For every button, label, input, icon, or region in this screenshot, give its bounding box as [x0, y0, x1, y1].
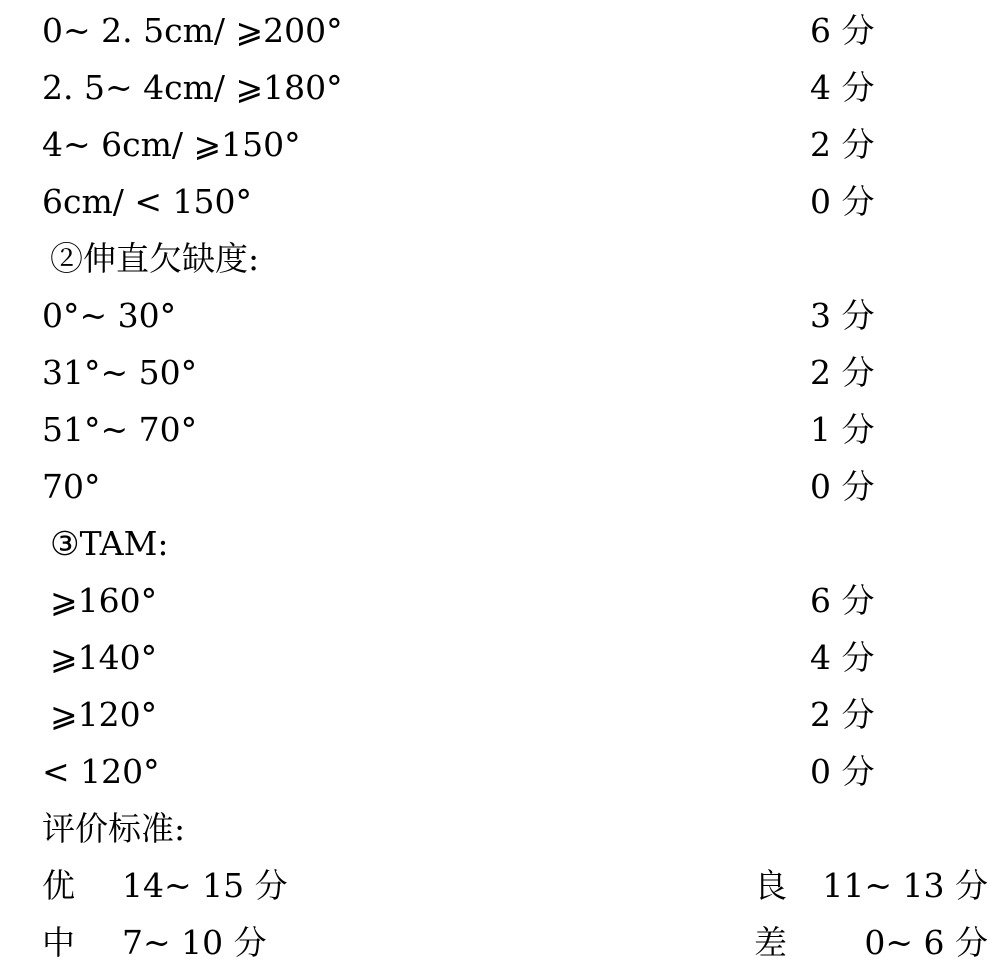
extension-row	[42, 173, 1000, 230]
section-heading: ②伸直欠缺度:	[50, 239, 260, 278]
criterion-label: 2. 5~ 4cm/ ⩾180°	[42, 68, 343, 107]
criterion-label: < 120°	[42, 752, 160, 791]
criterion-score: 4 分	[810, 68, 875, 107]
tam-row	[42, 572, 1000, 629]
criterion-score: 0 分	[810, 752, 875, 791]
section-heading: 评价标准:	[42, 809, 186, 848]
section-heading-row	[42, 515, 1000, 572]
tam-row	[42, 629, 1000, 686]
grade-range: 14~ 15 分	[122, 866, 288, 905]
criterion-score: 1 分	[810, 410, 875, 449]
criterion-label: 4~ 6cm/ ⩾150°	[42, 125, 301, 164]
section-heading-row	[42, 800, 1000, 857]
criterion-label: 0°~ 30°	[42, 296, 177, 335]
deficit-row	[42, 344, 1000, 401]
criterion-score: 0 分	[810, 182, 875, 221]
criterion-label: 51°~ 70°	[42, 410, 198, 449]
deficit-row	[42, 401, 1000, 458]
criterion-label: ⩾140°	[50, 638, 158, 677]
criterion-label: 31°~ 50°	[42, 353, 198, 392]
criterion-score: 2 分	[810, 353, 875, 392]
grade-range: 0~ 6 分	[864, 923, 988, 962]
grade-label: 差	[754, 923, 787, 962]
criterion-score: 6 分	[810, 11, 875, 50]
tam-row	[42, 686, 1000, 743]
criterion-score: 3 分	[810, 296, 875, 335]
evaluation-row	[42, 857, 1000, 914]
evaluation-row	[42, 914, 1000, 971]
grade-label: 中	[42, 923, 75, 962]
deficit-row	[42, 458, 1000, 515]
extension-row	[42, 116, 1000, 173]
criterion-score: 2 分	[810, 125, 875, 164]
grade-range: 7~ 10 分	[122, 923, 267, 962]
criterion-label: ⩾160°	[50, 581, 158, 620]
criterion-score: 2 分	[810, 695, 875, 734]
criterion-label: 6cm/ < 150°	[42, 182, 253, 221]
section-heading-row	[42, 230, 1000, 287]
criterion-score: 0 分	[810, 467, 875, 506]
extension-row	[42, 59, 1000, 116]
criterion-label: ⩾120°	[50, 695, 158, 734]
grade-label: 良	[754, 866, 787, 905]
section-heading: ③TAM:	[50, 524, 169, 563]
grade-label: 优	[42, 866, 75, 905]
criterion-label: 0~ 2. 5cm/ ⩾200°	[42, 11, 343, 50]
deficit-row	[42, 287, 1000, 344]
extension-row	[42, 2, 1000, 59]
criterion-score: 6 分	[810, 581, 875, 620]
grade-range: 11~ 13 分	[822, 866, 988, 905]
criterion-score: 4 分	[810, 638, 875, 677]
tam-row	[42, 743, 1000, 800]
criterion-label: 70°	[42, 467, 101, 506]
